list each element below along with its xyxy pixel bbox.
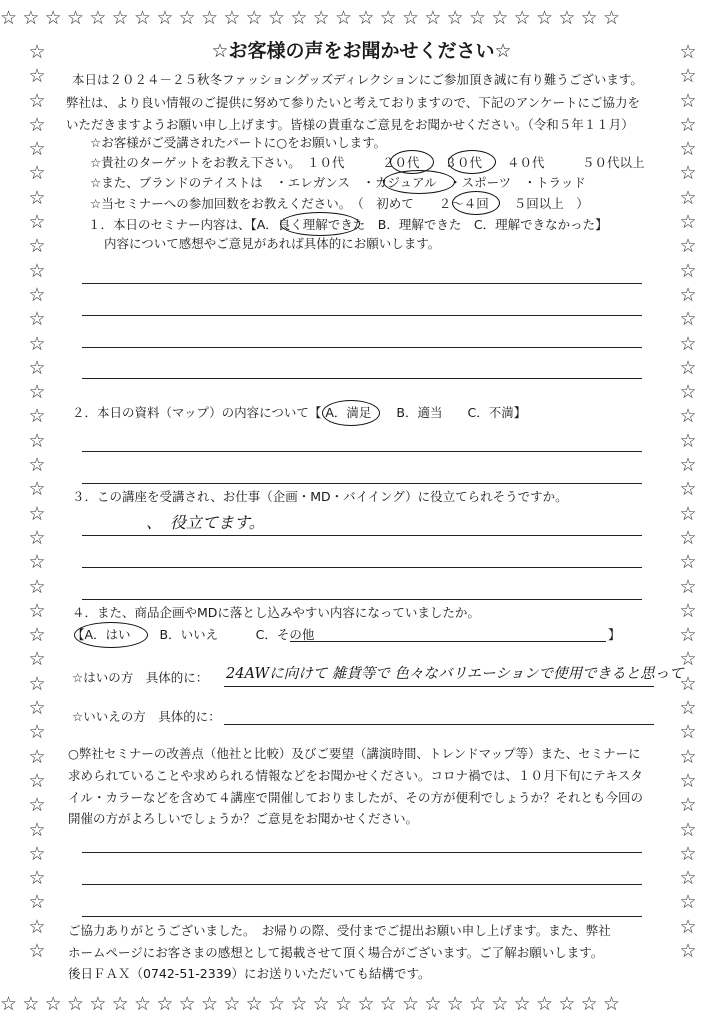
q4-options-close: 】 [608,627,621,642]
circle-mark-2-4-times [452,191,500,215]
improve-answer-line[interactable] [82,884,642,885]
yes-label: ☆はいの方 具体的に： [72,670,209,685]
q1-answer-line[interactable] [82,315,642,316]
footer-line-3: 後日ＦＡＸ（0742-51-2339）にお送りいただいても結構です。 [68,966,431,981]
improve-line-2: 求められていることや求められる情報などをお聞かせください。コロナ禍では、１０月下旬にテキスタ [68,768,643,783]
q1-subtext: 内容について感想やご意見があれば具体的にお願いします。 [104,236,441,251]
footer-line-2: ホームページにお客さまの感想として掲載させて頂く場合がございます。ご了解お願いします。 [68,945,604,960]
q4-options[interactable]: 【A．はい B．いいえ C．その他 [72,627,315,642]
circle-mark-30s [448,150,496,174]
q3-handwritten-answer: 、 役立てます。 [146,513,265,532]
footer-line-1: ご協力ありがとうございました。 お帰りの際、受付までご提出お願い申し上げます。また、弊社 [68,923,611,938]
star-border-bottom: ☆☆☆☆☆☆☆☆☆☆☆☆☆☆☆☆☆☆☆☆☆☆☆☆☆☆☆☆ [0,993,626,1015]
q3-question[interactable]: ３．この講座を受講され、お仕事（企画・MD・バイイング）に役立てられそうですか。 [72,489,568,504]
improve-answer-line[interactable] [82,852,642,853]
q4-question[interactable]: ４．また、商品企画やMDに落とし込みやすい内容になっていましたか。 [72,605,480,620]
target-age-question[interactable]: ☆貴社のターゲットをお教え下さい。 １０代 ２０代 ３０代 ４０代 ５０代以上 [90,155,645,170]
q1-answer-line[interactable] [82,283,642,284]
intro-line-1: 本日は２０２４－２５秋冬ファッショングッズディレクションにご参加頂き誠に有り難うございます。 [72,72,643,87]
q1-question[interactable]: １．本日のセミナー内容は、【A．良く理解できた B．理解できた C．理解できなかった】 [88,217,608,232]
q2-answer-line[interactable] [82,451,642,452]
yes-handwritten-answer: 24AWに向けて 雑貨等で 色々なバリエーションで使用できると思って [226,666,684,682]
star-border-top: ☆☆☆☆☆☆☆☆☆☆☆☆☆☆☆☆☆☆☆☆☆☆☆☆☆☆☆☆ [0,7,626,29]
q4-other-line[interactable] [290,641,606,642]
intro-line-3: いただきますようお願い申し上げます。皆様の貴重なご意見をお聞かせください。（令和５年１１月） [66,117,634,132]
improve-line-3: イル・カラーなどを含めて４講座で開催しておりましたが、その方が便利でしょうか？それとも今回の [68,790,644,805]
q1-answer-line[interactable] [82,378,642,379]
page-title: ☆お客様の声をお聞かせください☆ [211,40,512,62]
improve-line-4: 開催の方がよろしいでしょうか？ご意見をお聞かせください。 [68,811,419,826]
q3-answer-line[interactable] [82,567,642,568]
no-answer-line[interactable] [224,724,654,725]
circle-mark-q2-a [322,400,380,426]
improve-answer-line[interactable] [82,916,642,917]
circle-mark-q1-a [280,212,360,236]
brand-taste-question[interactable]: ☆また、ブランドのテイストは ・エレガンス ・カジュアル ・スポーツ ・トラッド [90,175,586,190]
star-border-right: ☆ ☆ ☆ ☆ ☆ ☆ ☆ ☆ ☆ ☆ ☆ ☆ ☆ ☆ ☆ ☆ ☆ ☆ ☆ ☆ ☆ ☆ ☆ ☆ ☆ ☆ ☆ ☆ ☆ ☆ ☆ ☆ ☆ ☆ ☆ ☆ ☆ ☆ [679,41,697,962]
circle-mark-q4-yes [74,622,148,648]
q2-answer-line[interactable] [82,483,642,484]
yes-answer-line[interactable] [224,686,654,687]
q3-answer-line[interactable] [82,599,642,600]
intro-line-2: 弊社は、より良い情報のご提供に努めて参りたいと考えておりますので、下記のアンケートにご協力を [66,95,641,110]
no-label: ☆いいえの方 具体的に： [72,709,221,724]
part-instruction: ☆お客様がご受講されたパートに○をお願いします。 [90,135,387,150]
circle-mark-casual [383,170,455,194]
q1-answer-line[interactable] [82,347,642,348]
improve-line-1: ○弊社セミナーの改善点（他社と比較）及びご要望（講演時間、トレンドマップ等）また、セミナーに [68,746,641,761]
q2-question[interactable]: ２．本日の資料（マップ）の内容について【 A．満足 B．適当 C．不満】 [72,405,527,420]
q3-answer-line[interactable] [82,535,642,536]
visit-count-question[interactable]: ☆当セミナーへの参加回数をお教えください。 （ 初めて ２～４回 ５回以上 ） [90,196,589,211]
star-border-left: ☆ ☆ ☆ ☆ ☆ ☆ ☆ ☆ ☆ ☆ ☆ ☆ ☆ ☆ ☆ ☆ ☆ ☆ ☆ ☆ ☆ ☆ ☆ ☆ ☆ ☆ ☆ ☆ ☆ ☆ ☆ ☆ ☆ ☆ ☆ ☆ ☆ ☆ [28,41,46,962]
